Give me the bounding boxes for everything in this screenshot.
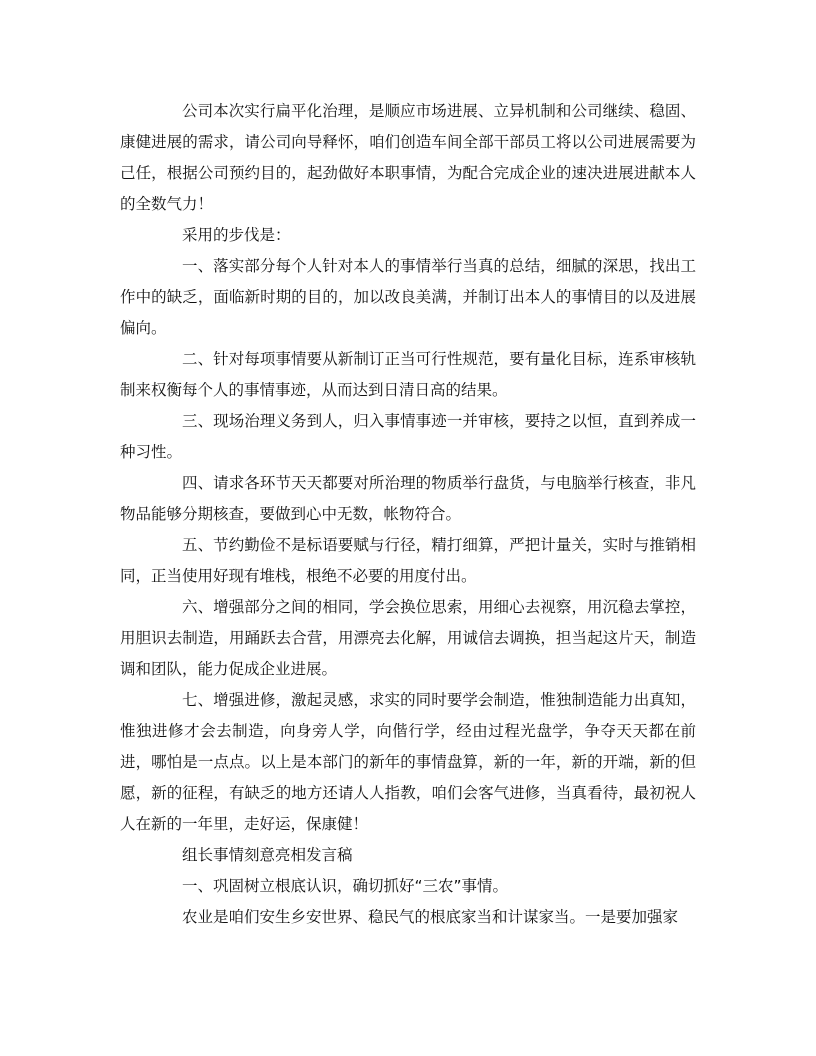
paragraph-section-point-1: 一、巩固树立根底认识，确切抓好“三农”事情。 — [182, 877, 509, 895]
paragraph-measure-7: 七、增强进修，激起灵感，求实的同时要学会制造，惟独制造能力出真知，惟独进修才会去制造，向身旁人学，向偕行学，经由过程光盘学，争夺天天都在前进，哪怕是一点点。以上是本部门的新年的事情盘算，新的一年，新的开端，新的但愿，新的征程，有缺乏的地方还请人人指教，咱们会客气进修，当真看待，最初祝人人在新的一年里，走好运，保康健！ — [120, 691, 696, 833]
paragraph-agriculture: 农业是咱们安生乡安世界、稳民气的根底家当和计谋家当。一是要加强家 — [182, 908, 679, 926]
paragraph-measure-2: 二、针对每项事情要从新制订正当可行性规范，要有量化目标，连系审核轨制来权衡每个人的事情事迹，从而达到日清日高的结果。 — [120, 350, 696, 399]
paragraph-intro: 公司本次实行扁平化治理，是顺应市场进展、立异机制和公司继续、稳固、康健进展的需求，请公司向导释怀，咱们创造车间全部干部员工将以公司进展需要为己任，根据公司预约目的，起劲做好本职事情，为配合完成企业的速决进展进献本人的全数气力！ — [120, 102, 696, 213]
paragraph-measure-4: 四、请求各环节天天都要对所治理的物质举行盘货，与电脑举行核查，非凡物品能够分期核查，要做到心中无数，帐物符合。 — [120, 474, 696, 523]
paragraph-measure-3: 三、现场治理义务到人，归入事情事迹一并审核，要持之以恒，直到养成一种习性。 — [120, 412, 696, 461]
section-title: 组长事情刻意亮相发言稿 — [182, 846, 353, 864]
paragraph-measures-heading: 采用的步伐是： — [182, 226, 291, 244]
paragraph-measure-1: 一、落实部分每个人针对本人的事情举行当真的总结，细腻的深思，找出工作中的缺乏，面临新时期的目的，加以改良美满，并制订出本人的事情目的以及进展偏向。 — [120, 257, 696, 337]
paragraph-measure-6: 六、增强部分之间的相同，学会换位思索，用细心去视察，用沉稳去掌控，用胆识去制造，用踊跃去合营，用漂亮去化解，用诚信去调换，担当起这片天，制造调和团队，能力促成企业进展。 — [120, 598, 696, 678]
document-body — [120, 96, 696, 933]
paragraph-measure-5: 五、节约勤俭不是标语要赋与行径，精打细算，严把计量关，实时与推销相同，正当使用好现有堆栈，根绝不必要的用度付出。 — [120, 536, 696, 585]
